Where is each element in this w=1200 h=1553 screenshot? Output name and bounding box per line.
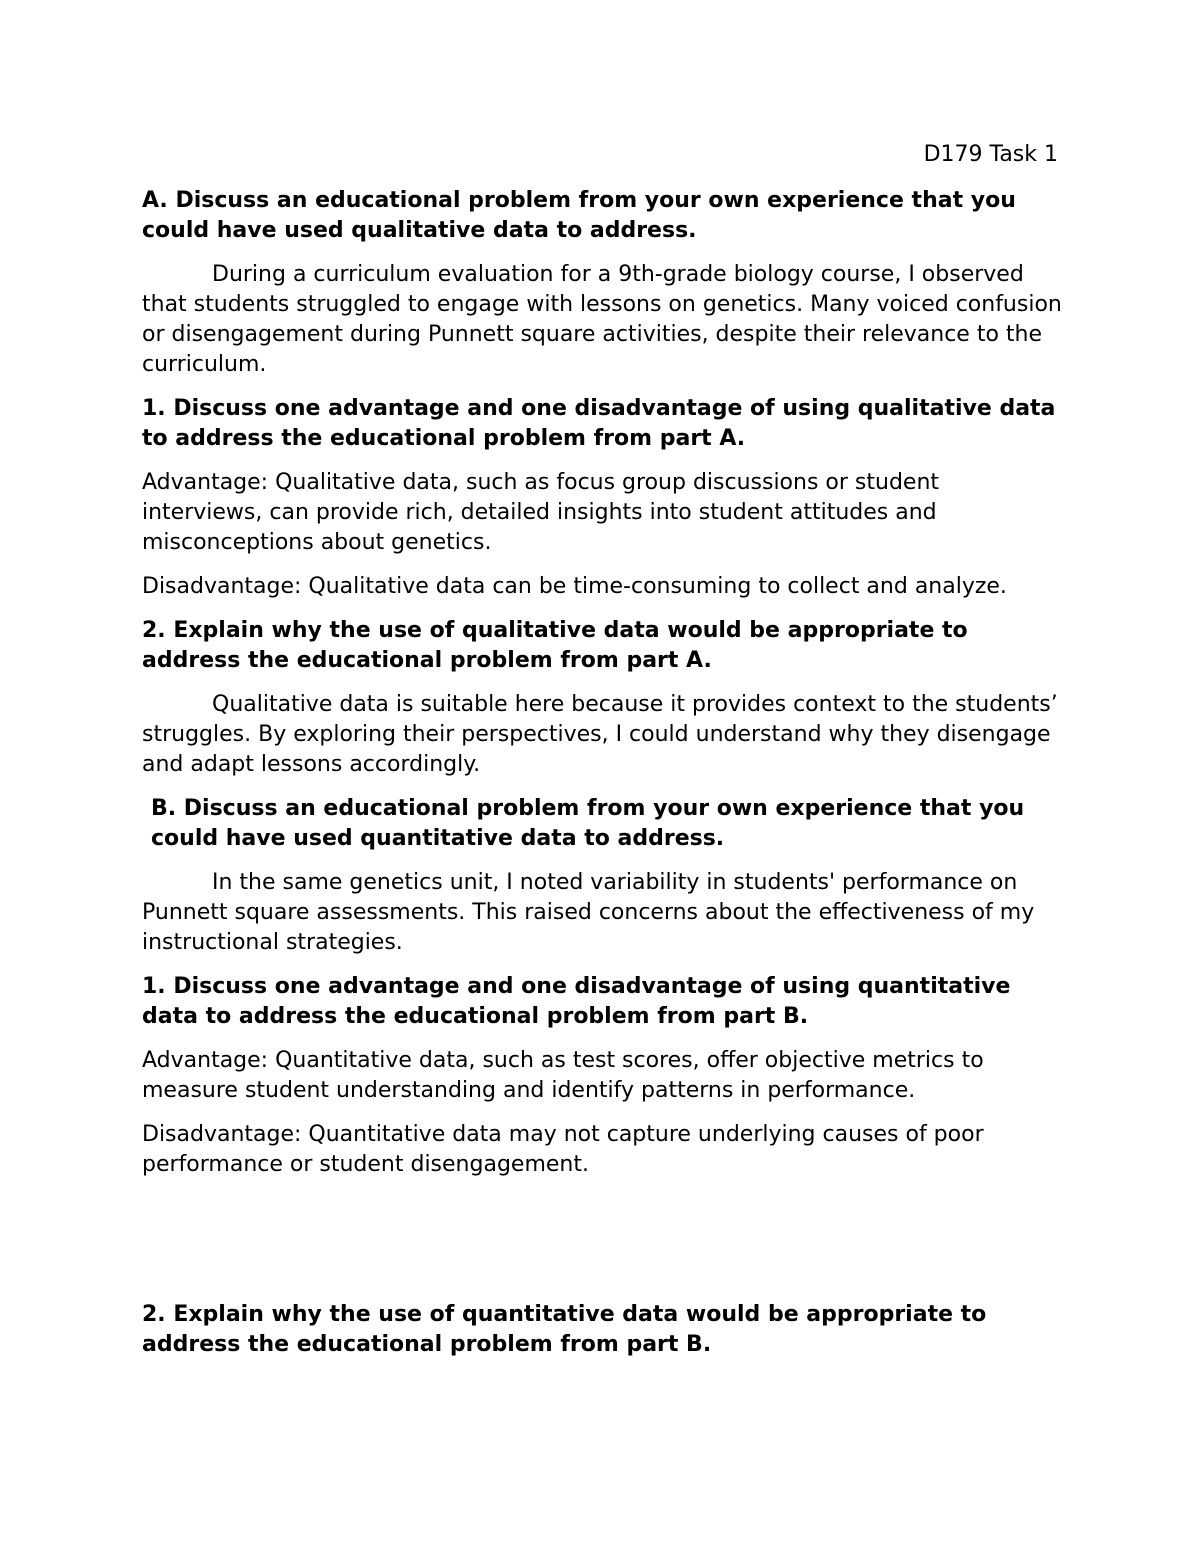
question-b1: 1. Discuss one advantage and one disadvantage of using quantitative data to address the educational problem from part B. — [142, 974, 1011, 1029]
answer-b: In the same genetics unit, I noted variability in students' performance on Punnett square assessments. This raised concerns about the effectiveness of my instructional strategies. — [142, 870, 1035, 955]
question-a2: 2. Explain why the use of qualitative data would be appropriate to address the educational problem from part A. — [142, 618, 968, 673]
question-a: A. Discuss an educational problem from your own experience that you could have used qualitative data to address. — [142, 188, 1016, 243]
answer-a: During a curriculum evaluation for a 9th-grade biology course, I observed that students struggled to engage with lessons on genetics. Many voiced confusion or disengagement during Punnett square activities, despite their relevance to the curriculum. — [142, 262, 1062, 377]
advantage-a1: Advantage: Qualitative data, such as focus group discussions or student interviews, can provide rich, detailed insights into student attitudes and misconceptions about genetics. — [142, 470, 940, 555]
document-body — [142, 186, 1062, 1374]
question-a1: 1. Discuss one advantage and one disadvantage of using qualitative data to address the educational problem from part A. — [142, 396, 1056, 451]
blank-space — [142, 1194, 1062, 1300]
disadvantage-a1: Disadvantage: Qualitative data can be time-consuming to collect and analyze. — [142, 574, 1007, 599]
question-b2: 2. Explain why the use of quantitative data would be appropriate to address the educational problem from part B. — [142, 1302, 987, 1357]
advantage-b1: Advantage: Quantitative data, such as test scores, offer objective metrics to measure student understanding and identify patterns in performance. — [142, 1048, 984, 1103]
answer-a2: Qualitative data is suitable here because it provides context to the students’ struggles. By exploring their perspectives, I could understand why they disengage and adapt lessons accordingly. — [142, 692, 1058, 777]
disadvantage-b1: Disadvantage: Quantitative data may not capture underlying causes of poor performance or student disengagement. — [142, 1122, 984, 1177]
document-header: D179 Task 1 — [923, 142, 1058, 167]
question-b: B. Discuss an educational problem from your own experience that you could have used quantitative data to address. — [151, 796, 1025, 851]
